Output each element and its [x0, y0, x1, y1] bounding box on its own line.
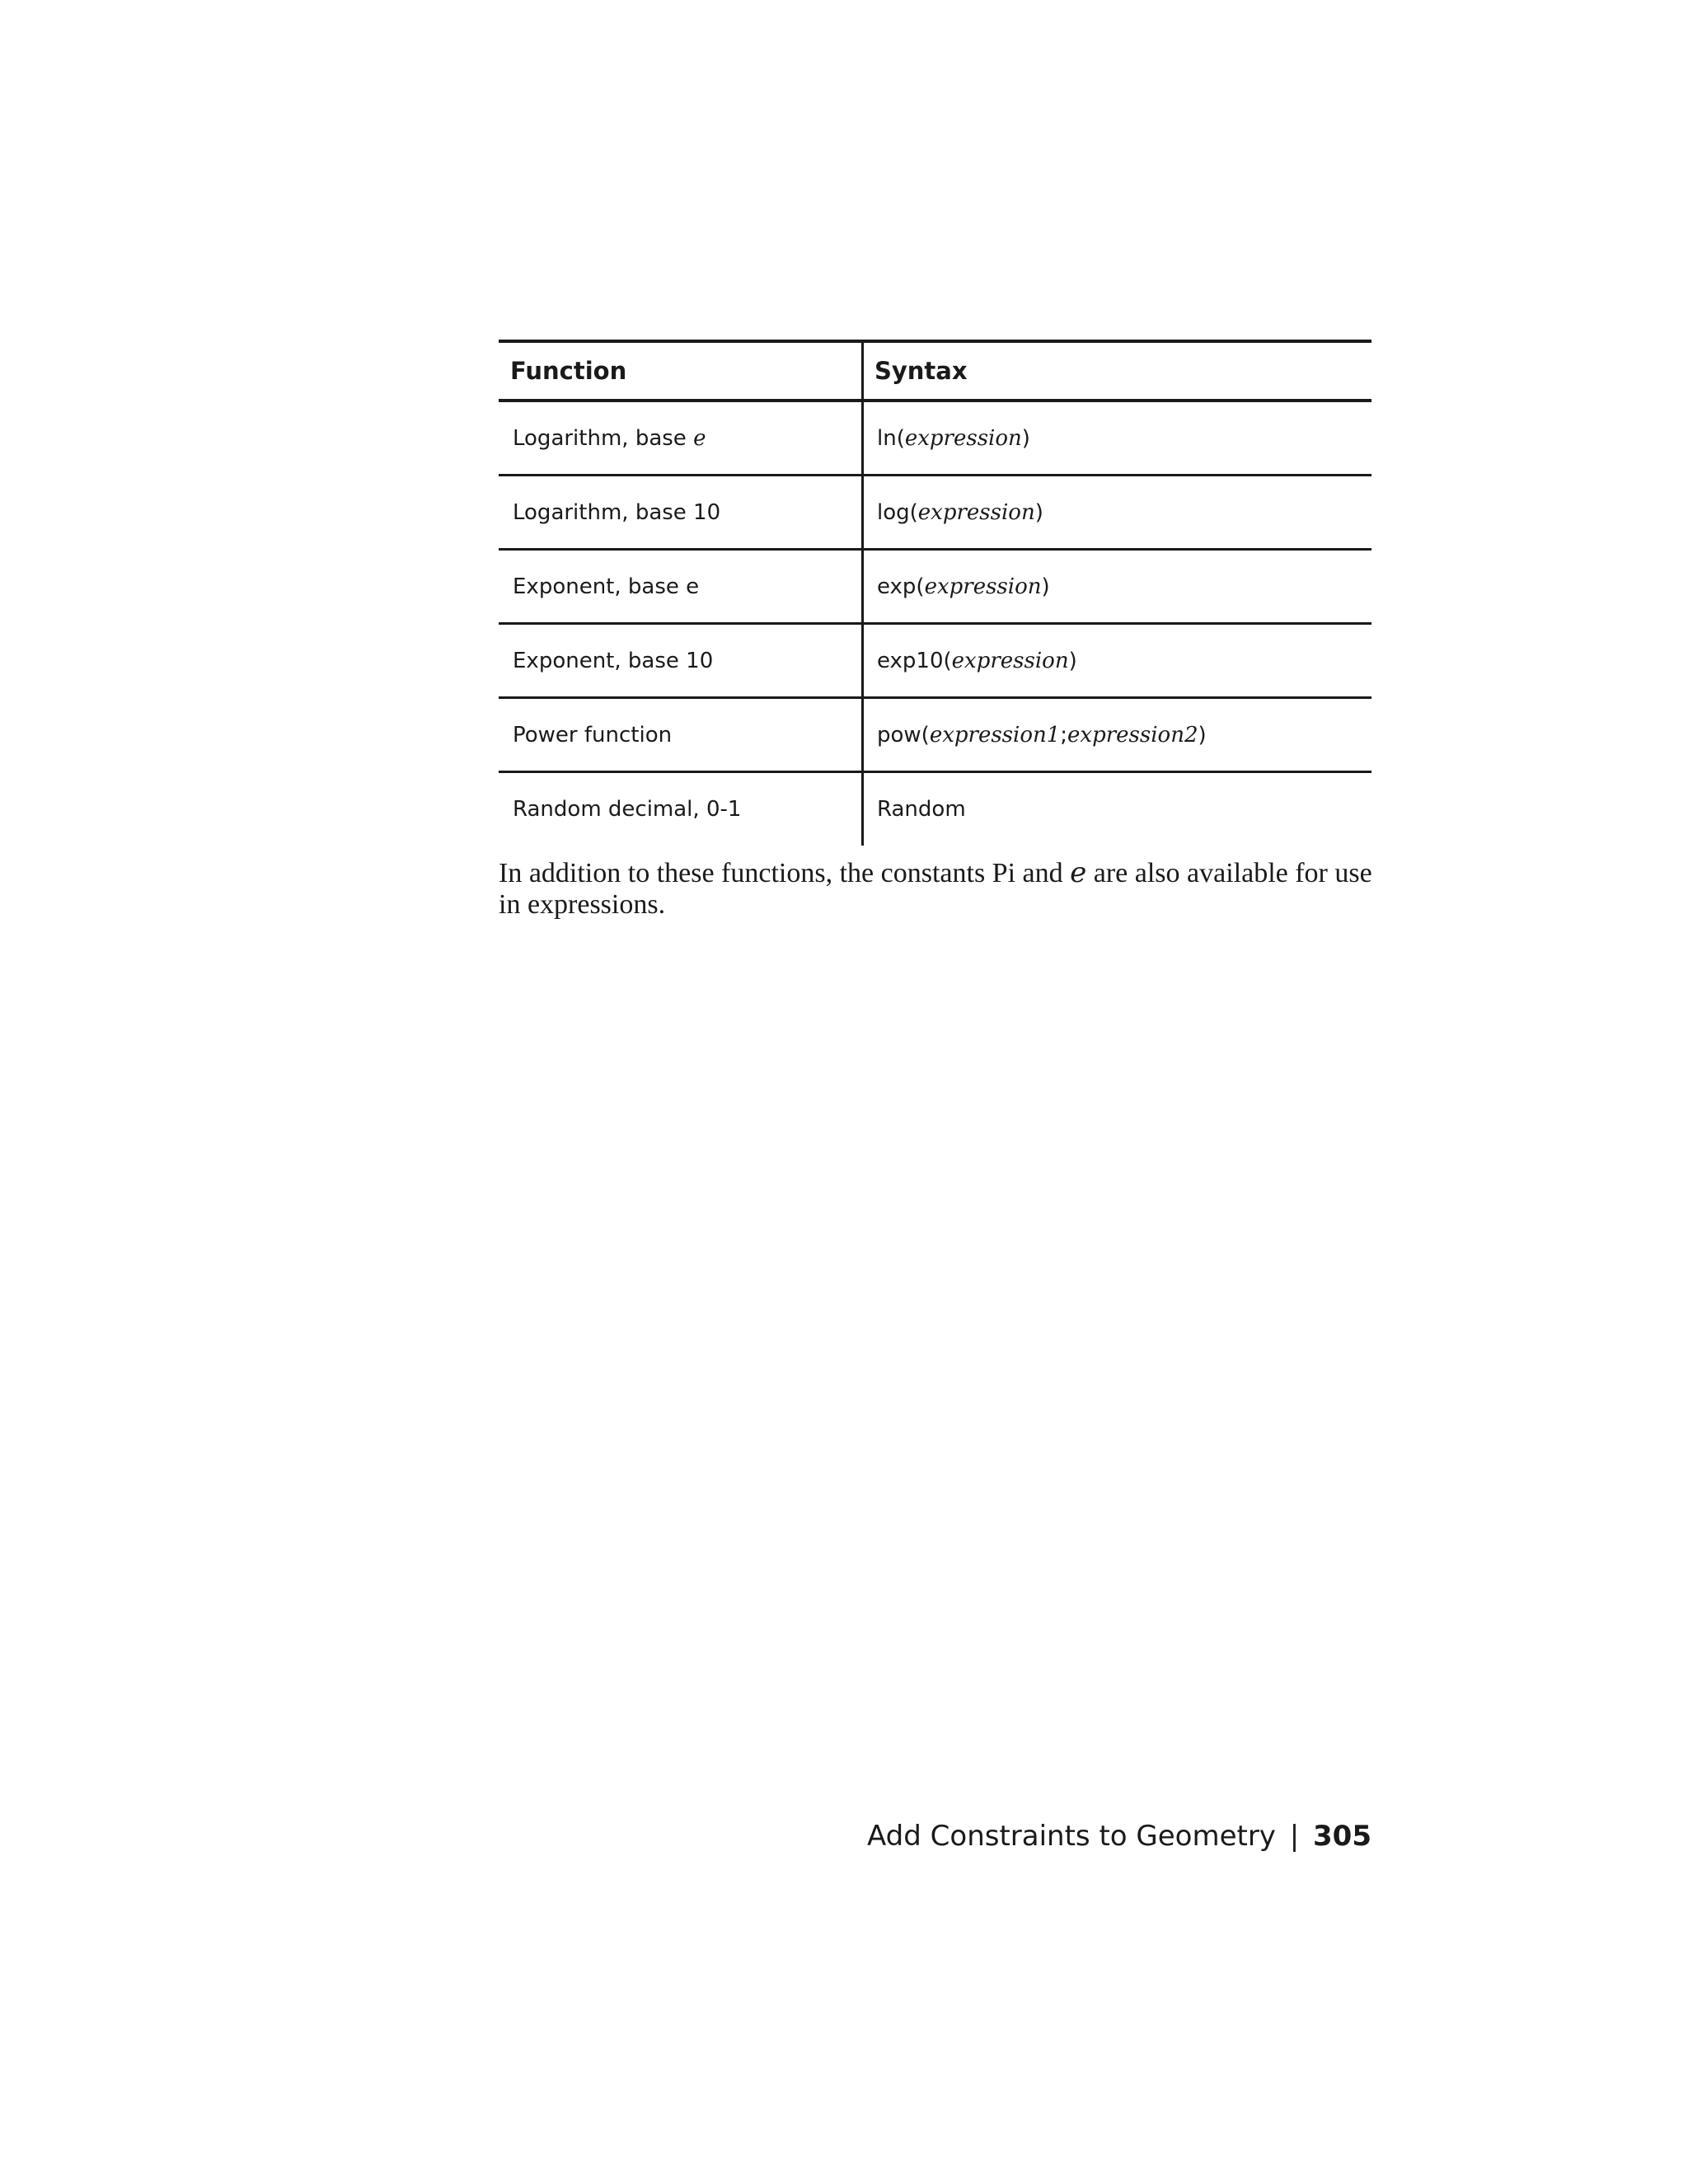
function-cell: Exponent, base 10	[499, 624, 863, 698]
function-cell: Logarithm, base e	[499, 401, 863, 476]
footer-separator: |	[1289, 1820, 1300, 1853]
table-row	[499, 550, 1372, 624]
function-cell: Power function	[499, 698, 863, 772]
functions-table	[499, 340, 1372, 846]
constants-note: In addition to these functions, the constants Pi and e are also available for use in expressions.	[499, 856, 1372, 920]
header-syntax: Syntax	[874, 357, 968, 385]
table-row	[499, 772, 1372, 846]
table-row	[499, 624, 1372, 698]
table-row	[499, 476, 1372, 550]
syntax-cell: pow(expression1;expression2)	[877, 722, 1207, 748]
footer-chapter-title: Add Constraints to Geometry	[867, 1820, 1276, 1853]
syntax-cell: Random	[877, 797, 966, 822]
syntax-cell: exp(expression)	[877, 574, 1050, 599]
syntax-cell: ln(expression)	[877, 425, 1030, 451]
function-cell: Logarithm, base 10	[499, 476, 863, 550]
page-number: 305	[1313, 1820, 1372, 1853]
table-row	[499, 401, 1372, 476]
table-header-row	[499, 341, 1372, 401]
syntax-cell: log(expression)	[877, 499, 1043, 525]
table-row	[499, 698, 1372, 772]
syntax-cell: exp10(expression)	[877, 648, 1077, 673]
page-footer	[867, 1820, 1372, 1853]
function-cell: Random decimal, 0-1	[499, 772, 863, 846]
function-cell: Exponent, base e	[499, 550, 863, 624]
header-function: Function	[499, 341, 863, 401]
